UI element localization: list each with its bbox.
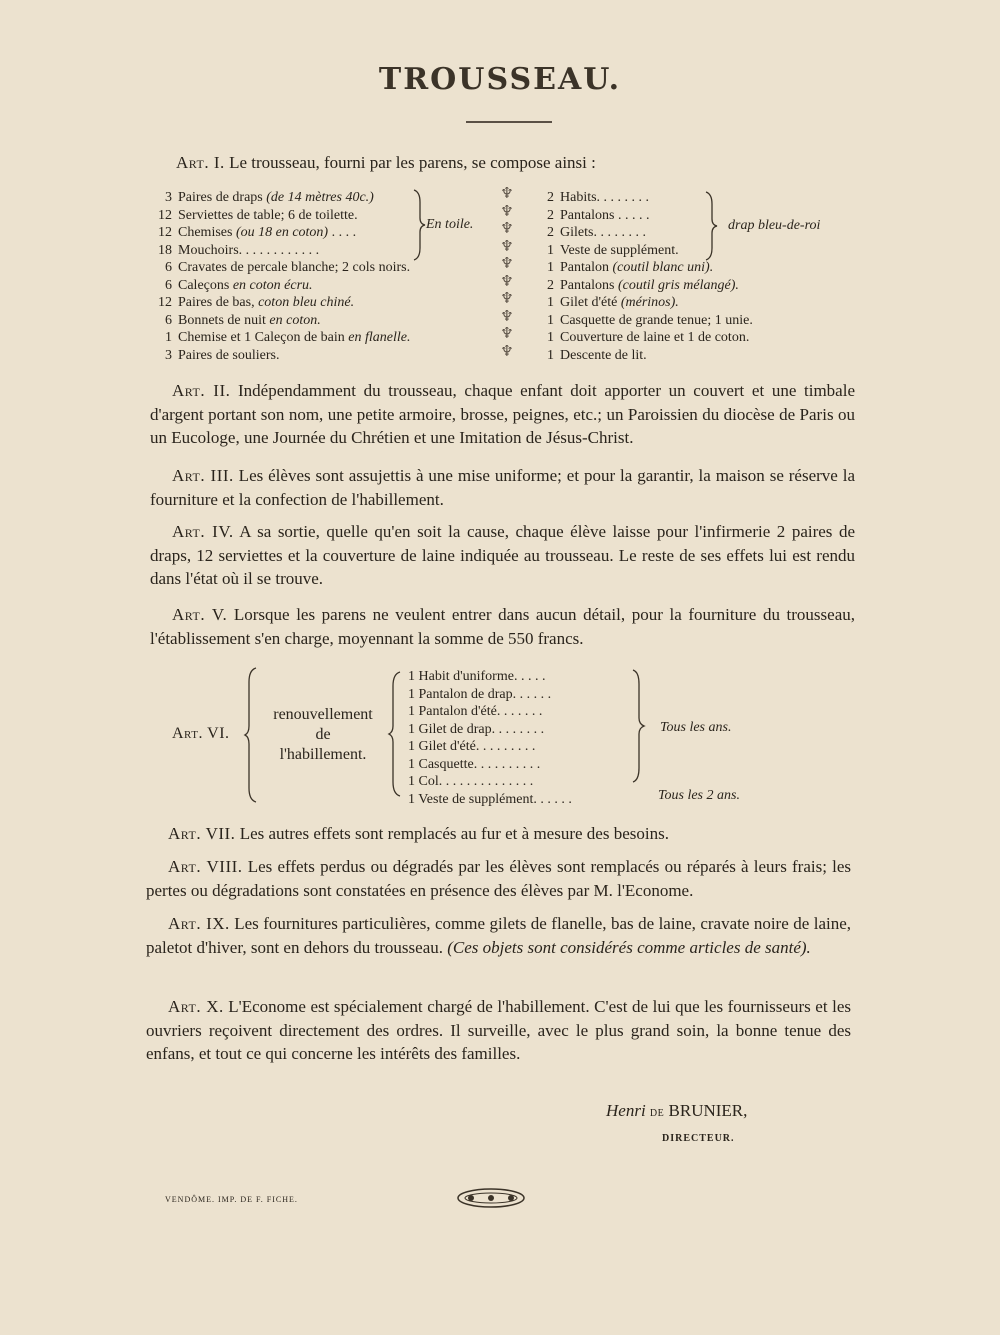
renewal-item: 1 Gilet de drap. . . . . . . .: [408, 721, 545, 737]
signature: [606, 1101, 747, 1121]
item-text: Casquette de grande tenue; 1 unie.: [560, 312, 753, 328]
item-text: Cravates de percale blanche; 2 cols noirs.: [178, 260, 411, 275]
article-8: [146, 855, 851, 902]
item-italic-note: (mérinos).: [617, 295, 679, 310]
article-text: Les effets perdus ou dégradés par les élèves sont remplacés ou réparés à leurs frais; les pertes ou dégradations sont constatées en présence des élèves par M. l'Econome.: [146, 857, 852, 900]
article-label: Art. VIII.: [168, 857, 243, 876]
item-text: Paires de draps: [178, 190, 263, 205]
item-italic-note: en coton.: [265, 312, 321, 328]
item-text: Couverture de laine et 1 de coton.: [560, 330, 750, 345]
item-text: Chemise et 1 Caleçon de bain: [178, 330, 345, 345]
item-italic-note: (ou 18 en coton): [232, 225, 329, 240]
article-3: [150, 464, 855, 511]
page-title: TROUSSEAU.: [378, 62, 622, 97]
article-6-group: [260, 705, 386, 765]
item-quantity: 1: [547, 295, 554, 310]
article-label: Art. V.: [172, 605, 228, 624]
item-text: Pantalons . . . . .: [560, 207, 650, 223]
list-item: [150, 312, 480, 330]
printer-line: VENDÔME. IMP. DE F. FICHE.: [165, 1195, 298, 1204]
article-6-left-brace: [244, 668, 258, 802]
article-text: A sa sortie, quelle qu'en soit la cause, chaque élève laisse pour l'infirmerie 2 paires de draps, 12 serviettes et la couverture de laine indiquée au trousseau. Le reste de ses effets lui est rendu dans l'état où il se trouve.: [150, 522, 856, 588]
item-italic-note: (coutil blanc uni).: [609, 260, 714, 275]
item-text: Descente de lit.: [560, 347, 647, 363]
title-rule: [466, 121, 552, 123]
item-italic-note: coton bleu chiné.: [254, 295, 355, 310]
left-brace: [412, 190, 426, 260]
article-6-label: Art. VI.: [172, 725, 230, 742]
article-6-right-brace: [631, 670, 645, 782]
article-text: Les élèves sont assujettis à une mise uniforme; et pour la garantir, la maison se réserve la fourniture et la confection de l'habillement.: [150, 466, 856, 509]
item-text: Mouchoirs. . . . . . . . . . . .: [178, 242, 320, 258]
article-label: Art. X.: [168, 997, 224, 1016]
article-text: Lorsque les parens ne veulent entrer dans aucun détail, pour la fourniture du trousseau, l'établissement s'en charge, moyennant la somme de 550 francs.: [150, 605, 855, 648]
list-item: [150, 242, 480, 260]
item-text: Caleçons: [178, 277, 230, 293]
ornament-footer-icon: [456, 1187, 526, 1209]
item-italic-note: en coton écru.: [229, 277, 313, 293]
item-quantity: 1: [547, 260, 554, 275]
item-quantity: 18: [158, 242, 172, 258]
list-item: [150, 277, 480, 295]
article-label: Art. III.: [172, 466, 234, 485]
item-quantity: 1: [547, 347, 554, 363]
list-item: [150, 329, 480, 347]
article-text: Le trousseau, fourni par les parens, se compose ainsi :: [224, 153, 596, 172]
renewal-item: 1 Gilet d'été. . . . . . . . .: [408, 739, 536, 754]
signature-particle: de: [649, 1105, 665, 1120]
item-text: Habits. . . . . . . .: [560, 190, 650, 205]
trousseau-list-left: [150, 189, 480, 364]
list-item: [532, 329, 862, 347]
list-item: [532, 347, 862, 365]
yearly-label: Tous les ans.: [660, 720, 732, 735]
list-item: [532, 259, 862, 277]
list-item: [150, 189, 480, 207]
item-text: Paires de souliers.: [178, 347, 280, 363]
item-quantity: 6: [165, 312, 172, 328]
item-quantity: 1: [547, 312, 554, 328]
article-6-mid-brace: [388, 672, 402, 796]
item-tail: . . . .: [328, 225, 357, 240]
item-quantity: 12: [158, 295, 172, 310]
list-item: [150, 347, 480, 365]
item-quantity: 1: [165, 330, 172, 345]
trousseau-list-right: [532, 189, 862, 364]
article-9-italic-note: (Ces objets sont considérés comme articles de santé).: [447, 937, 811, 957]
item-quantity: 1: [547, 330, 554, 345]
item-text: Serviettes de table; 6 de toilette.: [178, 207, 358, 223]
item-quantity: 3: [165, 190, 172, 205]
list-item: [150, 259, 480, 277]
list-item: [532, 294, 862, 312]
item-text: Chemises: [178, 225, 233, 240]
renewal-item: 1 Veste de supplément. . . . . .: [408, 791, 572, 807]
item-text: Paires de bas,: [178, 295, 255, 310]
renewal-item: 1 Pantalon de drap. . . . . .: [408, 686, 552, 702]
article-1-intro: [176, 151, 876, 175]
item-text: Gilets. . . . . . . .: [560, 225, 646, 240]
signature-first-name: Henri: [606, 1101, 646, 1120]
list-item: [532, 189, 862, 207]
list-item: [532, 312, 862, 330]
signature-name: BRUNIER,: [668, 1101, 748, 1120]
item-quantity: 3: [165, 347, 172, 363]
article-label: Art. VII.: [168, 824, 236, 843]
item-quantity: 2: [547, 225, 554, 240]
item-quantity: 12: [158, 225, 172, 240]
article-label: Art. II.: [172, 381, 231, 400]
article-5: [150, 603, 855, 650]
article-6-items: [408, 668, 648, 808]
left-brace-label: En toile.: [426, 217, 474, 232]
article-text: L'Econome est spécialement chargé de l'habillement. C'est de lui que les fournisseurs et les ouvriers reçoivent directement des ordres. Il surveille, avec le plus grand soin, la bonne tenue des enfans, et tout ce qui concerne les intérêts des familles.: [146, 997, 851, 1063]
item-text: Veste de supplément.: [560, 242, 679, 258]
article-9: [146, 912, 851, 959]
item-quantity: 1: [547, 242, 554, 258]
group-label-line: de: [315, 726, 331, 743]
article-label: Art. IX.: [168, 914, 230, 933]
list-item: [532, 277, 862, 295]
signature-role: DIRECTEUR.: [662, 1133, 735, 1144]
renewal-item: 1 Habit d'uniforme. . . . .: [408, 669, 546, 684]
article-text: Les autres effets sont remplacés au fur et à mesure des besoins.: [235, 824, 669, 843]
item-text: Gilet d'été: [560, 295, 618, 310]
item-text: Pantalon: [560, 260, 609, 275]
renewal-item: 1 Col. . . . . . . . . . . . . .: [408, 774, 534, 789]
item-italic-note: (de 14 mètres 40c.): [262, 190, 374, 205]
article-label: Art. IV.: [172, 522, 234, 541]
right-brace: [704, 192, 718, 260]
article-10: [146, 995, 851, 1066]
item-quantity: 6: [165, 277, 172, 293]
article-7: [150, 822, 855, 846]
article-label: Art. I.: [176, 153, 225, 172]
article-2: [150, 379, 855, 450]
article-4: [150, 520, 855, 591]
item-italic-note: (coutil gris mélangé).: [614, 277, 739, 293]
right-brace-label: drap bleu-de-roi: [728, 218, 821, 233]
item-quantity: 2: [547, 207, 554, 223]
item-quantity: 6: [165, 260, 172, 275]
group-label-line: l'habillement.: [279, 746, 367, 763]
renewal-item: 1 Pantalon d'été. . . . . . .: [408, 704, 543, 719]
item-quantity: 2: [547, 190, 554, 205]
list-item: [150, 294, 480, 312]
renewal-item: 1 Casquette. . . . . . . . . .: [408, 756, 541, 772]
item-text: Pantalons: [560, 277, 615, 293]
article-text: Indépendamment du trousseau, chaque enfant doit apporter un couvert et une timbale d'argent portant son nom, une petite armoire, brosse, peignes, etc.; un Paroissien du diocèse de Paris ou un Eucologe, une Journée du Chrétien et une Imitation de Jésus-Christ.: [150, 381, 855, 447]
ornament-column-icon: ♆ ♆ ♆ ♆ ♆ ♆ ♆ ♆ ♆ ♆: [500, 186, 514, 360]
biennial-label: Tous les 2 ans.: [658, 788, 740, 803]
list-item: [532, 242, 862, 260]
item-quantity: 2: [547, 277, 554, 293]
group-label-line: renouvellement: [273, 706, 373, 723]
item-text: Bonnets de nuit: [178, 312, 266, 328]
item-italic-note: en flanelle.: [344, 330, 411, 345]
item-quantity: 12: [158, 207, 172, 223]
article-text: Les fournitures particulières, comme gilets de flanelle, bas de laine, cravate noire de laine, paletot d'hiver, sont en dehors du trousseau.: [146, 914, 852, 957]
